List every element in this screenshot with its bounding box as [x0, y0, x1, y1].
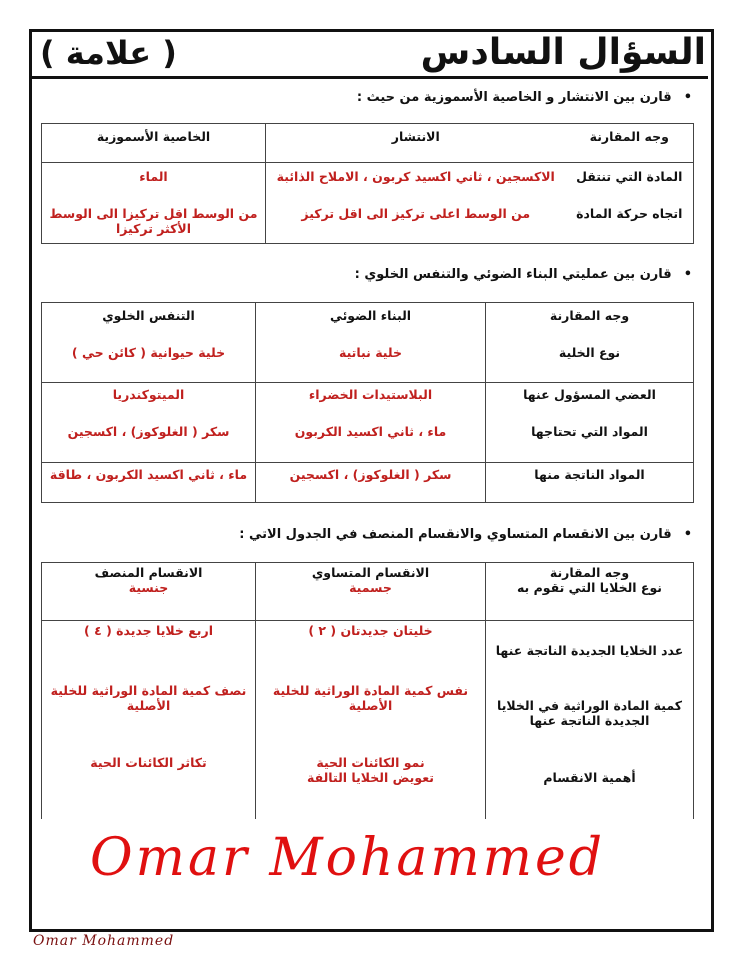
q1-prompt: • قارن بين الانتشار و الخاصية الأسموزية من حيث : — [357, 90, 692, 105]
mitosis-importance-2: تعويض الخلايا التالفة — [307, 770, 434, 785]
header-osmosis: الخاصية الأسموزية — [42, 124, 266, 163]
labels-2 — [486, 383, 694, 463]
osmosis-direction-1: من الوسط اقل تركيزا الى الوسط — [49, 206, 258, 221]
header-comparison: وجه المقارنة — [549, 565, 630, 580]
ps-inputs: ماء ، ثاني اكسيد الكربون — [294, 424, 447, 439]
comparison-col — [486, 303, 694, 383]
label-new-cells: عدد الخلايا الجديدة الناتجة عنها — [495, 643, 684, 658]
respiration-col — [42, 303, 256, 383]
footer-signature: Omar Mohammed — [33, 933, 175, 949]
label-importance: أهمية الانقسام — [543, 770, 636, 785]
mitosis-genetic-1: نفس كمية المادة الوراثية للخلية — [272, 683, 469, 698]
header-comparison: وجه المقارنة — [549, 308, 630, 323]
meiosis-genetic-2: الأصلية — [126, 698, 171, 713]
meiosis-importance: تكاثر الكائنات الحية — [90, 755, 207, 770]
row-labels — [566, 163, 694, 244]
mitosis-cell-type: جسمية — [349, 580, 392, 595]
resp-2 — [42, 383, 256, 463]
header-mitosis: الانقسام المتساوي — [311, 565, 430, 580]
header-photosynthesis: البناء الضوئي — [329, 308, 412, 323]
mark-label: ( علامة ) — [40, 34, 177, 72]
label-inputs: المواد التي تحتاجها — [531, 424, 648, 439]
q2-prompt: • قارن بين عمليتي البناء الضوئي والتنفس الخلوي : — [355, 267, 692, 282]
mitosis-importance-1: نمو الكائنات الحية — [316, 755, 425, 770]
resp-inputs: سكر ( الغلوكوز) ، اكسجين — [67, 424, 230, 439]
label-moving-substance: المادة التي تنتقل — [576, 169, 683, 184]
meiosis-cell-type: جنسية — [128, 580, 169, 595]
mitosis-meiosis-table — [41, 562, 694, 819]
mitosis-header-cell — [256, 563, 486, 621]
mitosis-genetic-2: الأصلية — [348, 698, 393, 713]
label-outputs: المواد الناتجة منها — [486, 463, 694, 503]
diffusion-cells — [266, 163, 566, 244]
diffusion-direction: من الوسط اعلى تركيز الى اقل تركيز — [301, 206, 531, 221]
header-comparison: وجه المقارنة — [566, 124, 694, 163]
label-cell-type: نوع الخلية — [558, 345, 621, 360]
meiosis-col — [42, 621, 256, 819]
osmosis-cells — [42, 163, 266, 244]
title-underline — [32, 76, 708, 79]
photosynthesis-col — [256, 303, 486, 383]
header-diffusion: الانتشار — [266, 124, 566, 163]
meiosis-new-cells: اربع خلايا جديدة ( ٤ ) — [84, 623, 213, 638]
label-organelle: العضي المسؤول عنها — [523, 387, 656, 402]
label-direction: اتجاه حركة المادة — [576, 206, 683, 221]
label-cell-type: نوع الخلايا التي تقوم به — [516, 580, 663, 595]
comparison-header-cell — [486, 563, 694, 621]
photosynthesis-respiration-table — [41, 302, 694, 503]
signature-watermark: Omar Mohammed — [90, 828, 606, 888]
ps-2 — [256, 383, 486, 463]
ps-cell-type: خلية نباتية — [338, 345, 402, 360]
resp-cell-type: خلية حيوانية ( كائن حي ) — [71, 345, 226, 360]
label-genetic-2: الجديدة الناتجة عنها — [529, 713, 650, 728]
meiosis-genetic-1: نصف كمية المادة الوراثية للخلية — [50, 683, 247, 698]
ps-outputs: سكر ( الغلوكوز) ، اكسجين — [256, 463, 486, 503]
resp-organelle: الميتوكندريا — [112, 387, 185, 402]
mitosis-col — [256, 621, 486, 819]
header-meiosis: الانقسام المنصف — [94, 565, 203, 580]
diffusion-osmosis-table — [41, 123, 694, 244]
osmosis-direction-2: الأكثر تركيزا — [116, 221, 191, 236]
q3-prompt: • قارن بين الانقسام المتساوي والانقسام المنصف في الجدول الاتي : — [239, 527, 692, 542]
diffusion-substance: الاكسجين ، ثاني اكسيد كربون ، الاملاح الذائبة — [276, 169, 555, 184]
ps-organelle: البلاستيدات الخضراء — [308, 387, 433, 402]
osmosis-substance: الماء — [139, 169, 168, 184]
meiosis-header-cell — [42, 563, 256, 621]
labels-col — [486, 621, 694, 819]
header-respiration: التنفس الخلوي — [102, 308, 195, 323]
label-genetic-1: كمية المادة الوراثية في الخلايا — [497, 698, 682, 713]
resp-outputs: ماء ، ثاني اكسيد الكربون ، طاقة — [42, 463, 256, 503]
mitosis-new-cells: خليتان جديدتان ( ٢ ) — [308, 623, 433, 638]
question-title: السؤال السادس — [420, 32, 706, 73]
